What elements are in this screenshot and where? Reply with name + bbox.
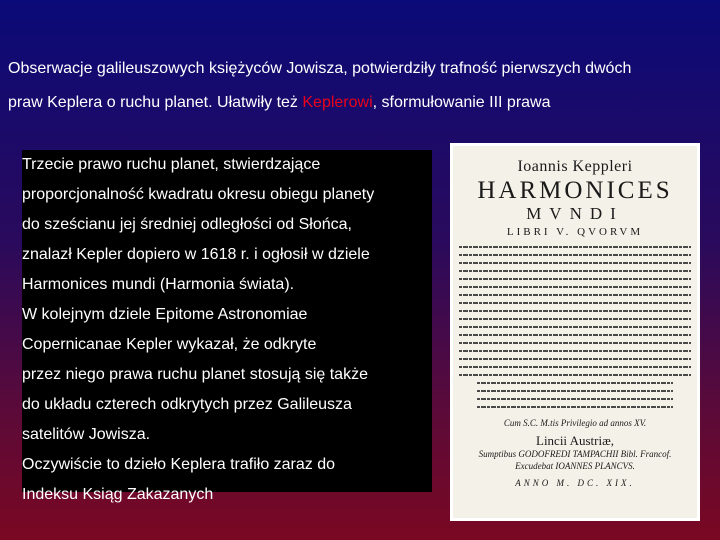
title-page-printer: Excudebat IOANNES PLANCVS. xyxy=(515,461,635,471)
intro-line-2-end: , sformułowanie III prawa xyxy=(372,94,551,111)
harmonices-mundi-title-page-image xyxy=(450,143,700,521)
body-line: W kolejnym dziele Epitome Astronomiae xyxy=(22,306,308,323)
title-page-subtitle: MVNDI xyxy=(526,204,624,223)
title-page-title: HARMONICES xyxy=(477,177,673,204)
intro-text xyxy=(8,52,714,120)
intro-line-1: Obserwacje galileuszowych księżyców Jowisza, potwierdziły trafność pierwszych dwóch xyxy=(8,60,632,77)
body-line: przez niego prawa ruchu planet stosują się także xyxy=(22,366,368,383)
body-line: Copernicanae Kepler wykazał, że odkryte xyxy=(22,336,317,353)
body-line: proporcjonalność kwadratu okresu obiegu planety xyxy=(22,186,375,203)
body-line: satelitów Jowisza. xyxy=(22,426,151,443)
title-page-books: LIBRI V. QVORVM xyxy=(506,226,644,238)
intro-line-2-start: praw Keplera o ruchu planet. Ułatwiły też xyxy=(8,94,303,111)
body-line: do układu czterech odkrytych przez Galileusza xyxy=(22,396,352,413)
body-line: Harmonices mundi (Harmonia świata). xyxy=(22,276,295,293)
title-page-city: Lincii Austriæ, xyxy=(536,433,614,448)
body-line: Trzecie prawo ruchu planet, stwierdzające xyxy=(22,156,321,173)
title-page-year: ANNO M. DC. XIX. xyxy=(515,478,635,488)
body-line: Indeksu Ksiąg Zakazanych xyxy=(22,486,214,503)
body-text xyxy=(22,150,434,510)
body-line: do sześcianu jej średniej odległości od Słońca, xyxy=(22,216,352,233)
body-line: Oczywiście to dzieło Keplera trafiło zaraz do xyxy=(22,456,336,473)
title-page-author: Ioannis Keppleri xyxy=(517,158,633,175)
title-page-publisher: Sumptibus GODOFREDI TAMPACHII Bibl. Francof. xyxy=(478,449,672,459)
kepler-highlight: Keplerowi xyxy=(302,94,373,111)
title-page-contents-block xyxy=(459,246,691,408)
title-page-privilege: Cum S.C. M.tis Privilegio ad annos XV. xyxy=(503,418,647,428)
body-line: znalazł Kepler dopiero w 1618 r. i ogłosił w dziele xyxy=(22,246,370,263)
